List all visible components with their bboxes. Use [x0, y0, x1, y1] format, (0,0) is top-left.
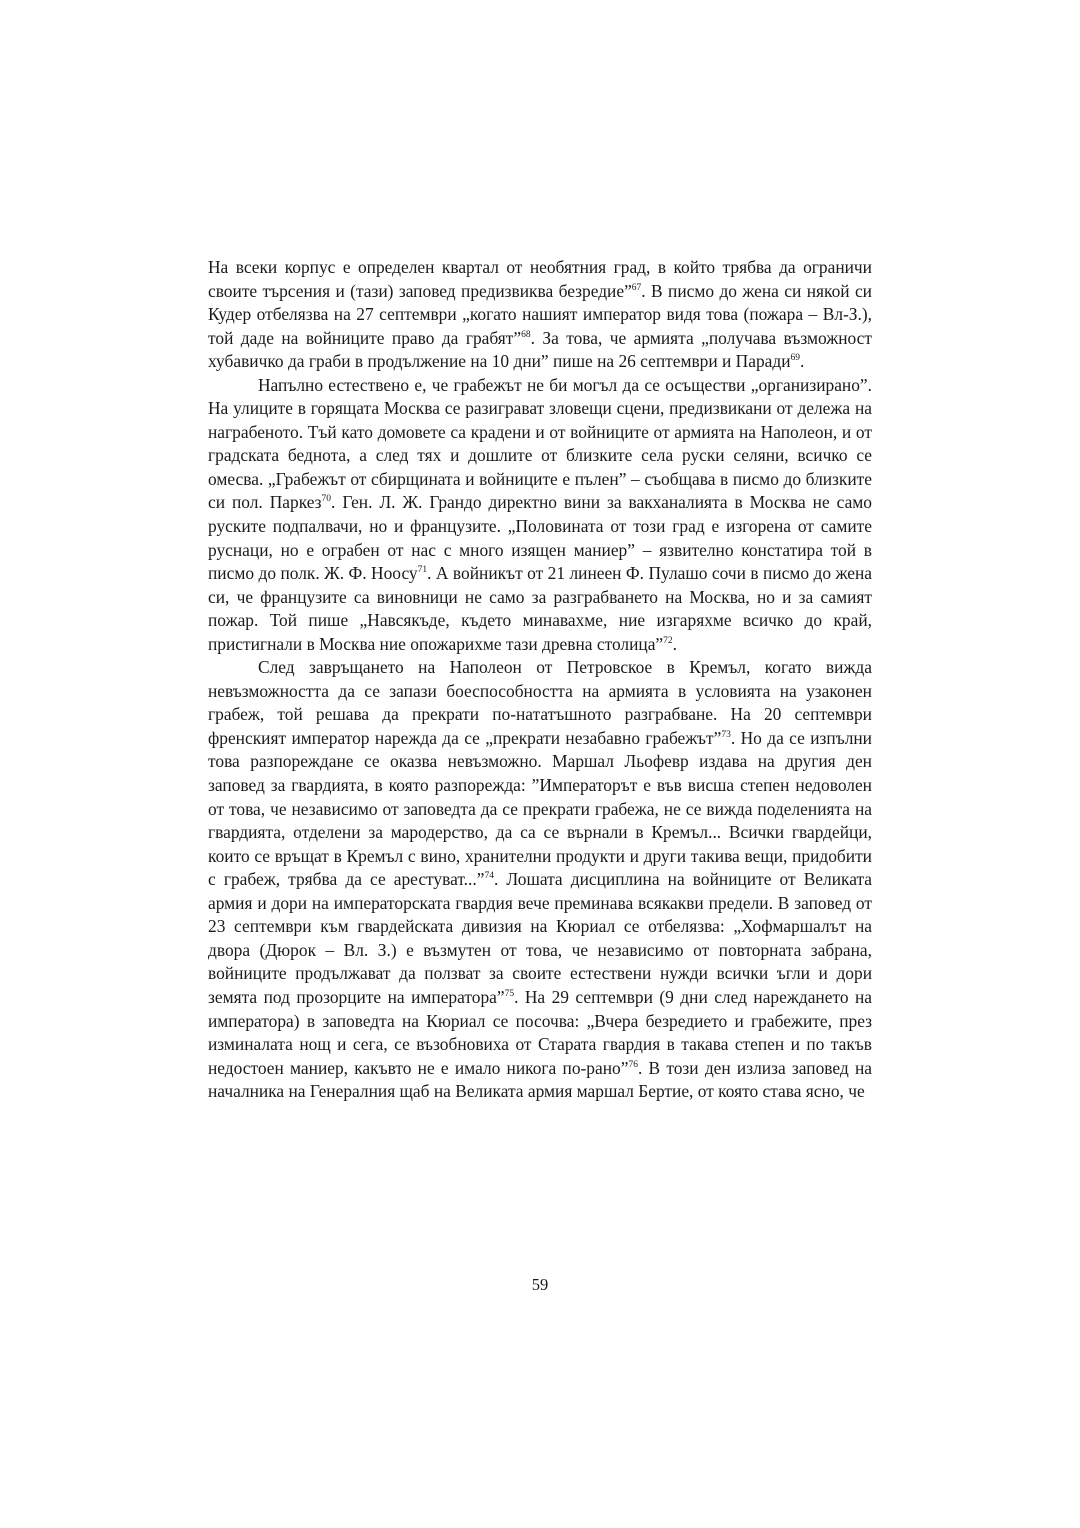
footnote-reference: 70	[321, 494, 332, 505]
text-run: На всеки корпус е определен квартал от необятния град, в който трябва да ограничи своите търсения и (тази) заповед предизвиква безредие”	[208, 257, 872, 301]
text-run: . На 29 септември (9 дни след нареждането на императора) в заповедта на Кюриал се посочва: „Вчера безредието и грабежите, през изминалата нощ и сега, се възобновиха от Старата гвардия в такава степен и по такъв недостоен маниер, какъвто не е имало никога по-рано”	[208, 986, 872, 1078]
footnote-reference: 73	[721, 730, 731, 741]
page-number: 59	[531, 1275, 549, 1294]
text-run: .	[800, 351, 805, 372]
text-run: . Но да се изпълни това разпореждане се оказва невъзможно. Маршал Льофевр издава на другия ден заповед за гвардията, в която разпорежда: ”Императорът е във висша степен недоволен от това, че независимо от заповедта да се прекрати грабежа, не се вижда поделенията на гвардията, отделени за мародерство, да са се върнали в Кремъл... Всички гвардейци, които се връщат в Кремъл с вино, хранителни продукти и други такива вещи, придобити с грабеж, трябва да се арестуват...”	[208, 727, 872, 890]
text-run: . В този ден излиза заповед на началника на Генералния щаб на Великата армия маршал Бертие, от която става ясно, че	[208, 1057, 872, 1102]
text-run: .	[672, 633, 678, 654]
text-run: . Лошата дисциплина на войниците от Великата армия и дори на императорската гвардия вече преминава всякакви предели. В заповед от 23 септември към гвардейската дивизия на Кюриал се отбелязва: „Хофмаршалът на двора (Дюрок – Вл. З.) е възмутен от това, че независимо от повторната забрана, войниците продължават да ползват за своите естествени нужди всички ъгли и дори земята под прозорците на императора”	[208, 869, 872, 1007]
paragraph	[208, 656, 872, 1103]
footnote-reference: 68	[521, 329, 531, 340]
text-run: . Ген. Л. Ж. Грандо директно вини за вакханалията в Москва не само руските подпалвачи, но и французите. „Половината от този град е изгорена от самите руснаци, но е ограбен от нас с много изящен маниер” – язвително констатира той в писмо до полк. Ж. Ф. Ноосу	[208, 492, 872, 584]
paragraph	[208, 374, 872, 657]
paragraph	[208, 256, 872, 374]
text-run: . За това, че армията „получава възможност хубавичко да граби в продължение на 10 дни” пише на 26 септември и Паради	[208, 327, 872, 372]
footnote-reference: 72	[663, 635, 673, 646]
footnote-reference: 76	[628, 1059, 638, 1070]
footnote-reference: 74	[484, 871, 494, 882]
text-run: Напълно естествено е, че грабежът не би могъл да се осъществи „организирано”. На улиците в горящата Москва се разиграват зловещи сцени, предизвикани от дележа на награбеното. Тъй като домовете са крадени и от войниците от армията на Наполеон, и от градската беднота, а след тях и дошлите от близките села руски селяни, всичко се омесва. „Грабежът от сбирщината и войниците е пълен” – съобщава в писмо до близките си пол. Паркез	[208, 374, 872, 513]
footnote-reference: 69	[790, 353, 801, 364]
text-run: . В писмо до жена си някой си Кудер отбелязва на 27 септември „когато нашият император видя това (пожара – Вл-З.), той даде на войниците право да грабят”	[208, 280, 872, 348]
text-run: . А войникът от 21 линеен Ф. Пулашо сочи в писмо до жена си, че французите са виновници не само за разграбването на Москва, но и за самият пожар. Той пише „Навсякъде, където минавахме, ние изгаряхме всичко до край, пристигнали в Москва ние опожарихме тази древна столица”	[208, 563, 872, 654]
body-text	[208, 256, 872, 1104]
footnote-reference: 67	[631, 282, 642, 293]
footnote-reference: 75	[504, 989, 515, 1000]
text-run: След завръщането на Наполеон от Петровское в Кремъл, когато вижда невъзможността да се запази боеспособността на армията в условията на узаконен грабеж, той решава да прекрати по-нататъшното разграбване. На 20 септември френският император нарежда да се „прекрати незабавно грабежът”	[208, 657, 872, 748]
footnote-reference: 71	[417, 565, 428, 576]
